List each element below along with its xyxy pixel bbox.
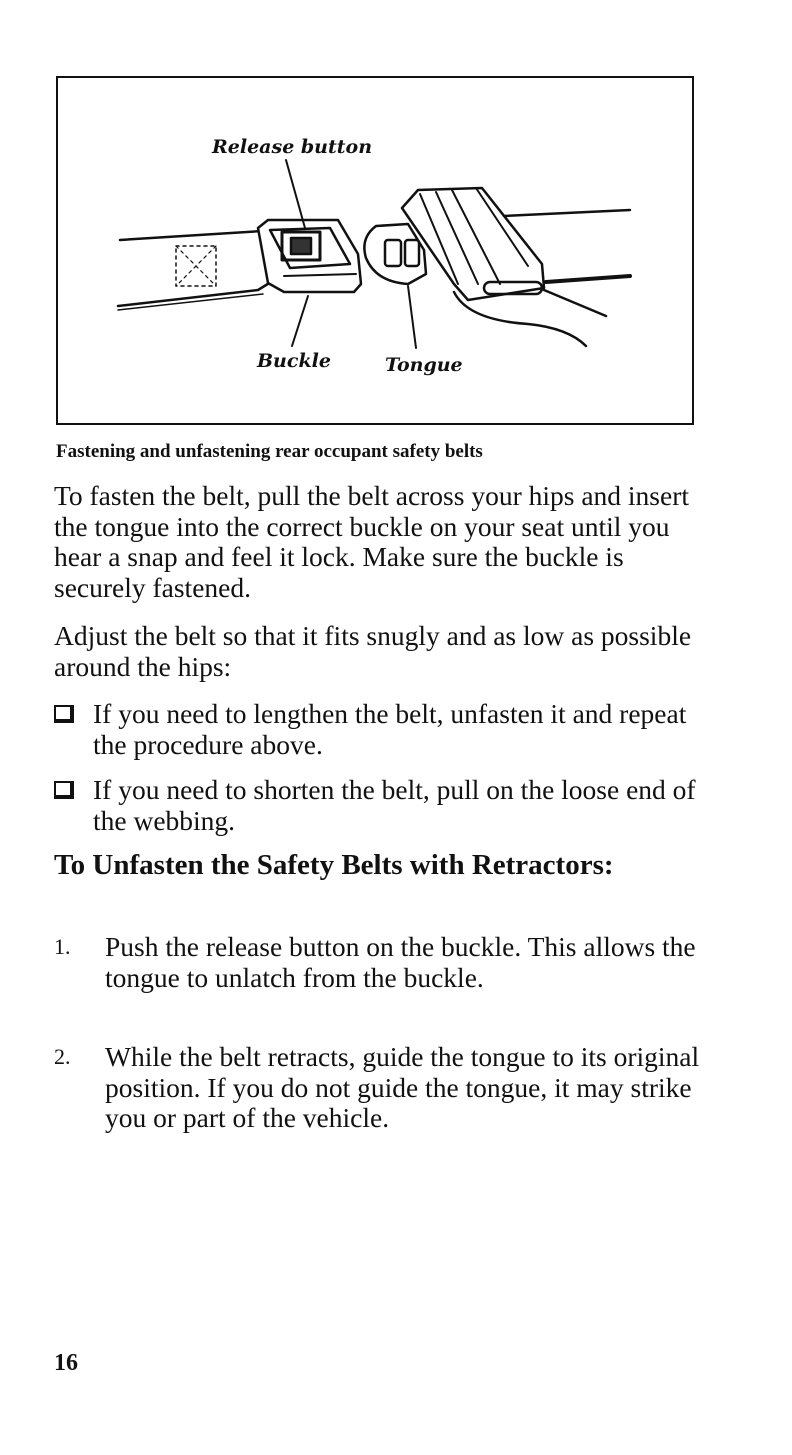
step-text: While the belt retracts, guide the tongue to its original position. If you do not guide the tongue, it may strike you or part of the vehicle. (105, 1041, 700, 1133)
step-number: 2. (54, 1044, 71, 1069)
bullet-text: If you need to shorten the belt, pull on the loose end of the webbing. (93, 774, 696, 836)
buckle-label: Buckle (257, 350, 331, 372)
seatbelt-illustration (56, 76, 694, 425)
checkbox-bullet-icon (54, 781, 74, 799)
checkbox-bullet-icon (54, 705, 74, 723)
page-number: 16 (54, 1350, 78, 1376)
seatbelt-drawing (58, 78, 692, 423)
step-number: 1. (54, 934, 71, 959)
figure-caption: Fastening and unfastening rear occupant safety belts (56, 441, 483, 462)
fasten-instructions: To fasten the belt, pull the belt across your hips and insert the tongue into the correct buckle on your seat until you hear a snap and feel it lock. Make sure the buckle is securely fastened. (54, 480, 690, 603)
bullet-text: If you need to lengthen the belt, unfasten it and repeat the procedure above. (93, 698, 687, 760)
section-heading: To Unfasten the Safety Belts with Retractors: (54, 849, 614, 881)
release-button-label: Release button (212, 136, 373, 158)
step-text: Push the release button on the buckle. This allows the tongue to unlatch from the buckle. (105, 931, 696, 993)
adjust-instructions: Adjust the belt so that it fits snugly and as low as possible around the hips: (54, 620, 692, 682)
tongue-label: Tongue (385, 354, 463, 376)
